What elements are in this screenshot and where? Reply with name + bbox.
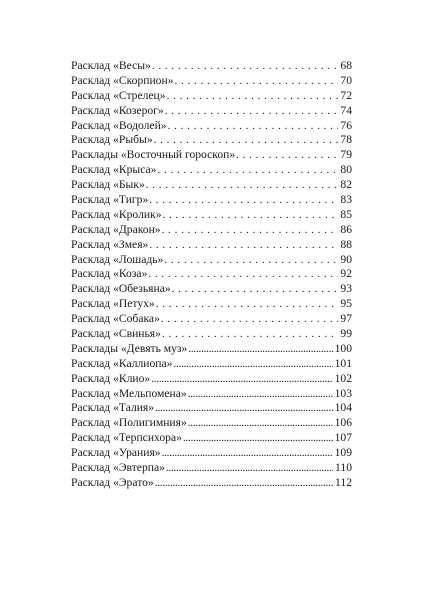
toc-entry-title: Расклад «Мельпомена» — [71, 386, 187, 400]
toc-dot-leader — [162, 223, 339, 238]
toc-entry — [71, 133, 352, 148]
toc-dot-leader — [151, 372, 332, 387]
toc-entry-page-number: 86 — [340, 222, 352, 236]
toc-entry-page-number: 112 — [335, 475, 352, 489]
toc-entry — [71, 476, 352, 491]
toc-entry-page-number: 104 — [334, 401, 352, 415]
toc-dot-leader — [146, 178, 339, 193]
toc-dot-leader — [166, 461, 333, 476]
toc-dot-leader — [148, 267, 338, 282]
toc-entry-title: Расклад «Змея» — [71, 237, 149, 251]
toc-dot-leader — [164, 253, 338, 268]
toc-entry-title: Расклад «Крыса» — [71, 163, 157, 177]
toc-entry-title: Расклады «Восточный гороскоп» — [71, 148, 236, 162]
toc-entry-title: Расклад «Собака» — [71, 312, 160, 326]
toc-entry-title: Расклад «Водолей» — [71, 118, 167, 132]
toc-entry — [71, 59, 352, 74]
toc-entry — [71, 282, 352, 297]
toc-entry — [71, 208, 352, 223]
toc-entry-title: Расклад «Козерог» — [71, 103, 164, 117]
toc-entry — [71, 148, 352, 163]
toc-entry — [71, 312, 352, 327]
toc-dot-leader — [149, 238, 338, 253]
toc-dot-leader — [163, 208, 339, 223]
toc-entry-page-number: 85 — [340, 207, 352, 221]
toc-dot-leader — [188, 416, 333, 431]
toc-entry — [71, 253, 352, 268]
toc-dot-leader — [154, 133, 339, 148]
toc-entry — [71, 119, 352, 134]
toc-entry — [71, 327, 352, 342]
toc-entry-title: Расклад «Бык» — [71, 178, 145, 192]
toc-entry-page-number: 103 — [334, 386, 352, 400]
toc-entry-page-number: 78 — [340, 133, 352, 147]
toc-dot-leader — [172, 282, 339, 297]
toc-entry-page-number: 100 — [334, 341, 352, 355]
toc-entry-title: Расклад «Клио» — [71, 371, 151, 385]
toc-entry — [71, 387, 352, 402]
toc-entry — [71, 401, 352, 416]
toc-entry-page-number: 97 — [340, 312, 352, 326]
toc-entry — [71, 267, 352, 282]
toc-entry-title: Расклад «Петух» — [71, 297, 155, 311]
toc-entry-page-number: 80 — [340, 163, 352, 177]
toc-entry-page-number: 102 — [334, 371, 352, 385]
toc-entry-title: Расклад «Каллиопа» — [71, 356, 173, 370]
toc-dot-leader — [188, 342, 332, 357]
toc-entry — [71, 431, 352, 446]
toc-dot-leader — [165, 104, 339, 119]
toc-entry — [71, 163, 352, 178]
toc-entry — [71, 193, 352, 208]
toc-entry — [71, 342, 352, 357]
toc-entry-page-number: 68 — [340, 59, 352, 72]
toc-entry-page-number: 82 — [340, 178, 352, 192]
toc-entry — [71, 357, 352, 372]
toc-dot-leader — [157, 163, 338, 178]
toc-entry-title: Расклад «Урания» — [71, 446, 161, 460]
toc-entry — [71, 104, 352, 119]
toc-entry-page-number: 76 — [340, 118, 352, 132]
toc-entry-page-number: 106 — [334, 416, 352, 430]
toc-dot-leader — [162, 327, 338, 342]
toc-entry — [71, 416, 352, 431]
toc-dot-leader — [168, 119, 339, 134]
toc-entry — [71, 297, 352, 312]
toc-entry-title: Расклад «Скорпион» — [71, 73, 174, 87]
toc-entry — [71, 461, 352, 476]
toc-dot-leader — [155, 401, 333, 416]
toc-entry — [71, 238, 352, 253]
toc-entry-page-number: 95 — [340, 297, 352, 311]
toc-entry — [71, 89, 352, 104]
toc-entry-page-number: 90 — [340, 252, 352, 266]
toc-entry — [71, 446, 352, 461]
toc-entry-title: Расклад «Полигимния» — [71, 416, 187, 430]
toc-dot-leader — [155, 476, 333, 491]
toc-dot-leader — [149, 193, 338, 208]
toc-dot-leader — [152, 59, 339, 74]
toc-entry-page-number: 79 — [340, 148, 352, 162]
toc-entry-page-number: 83 — [340, 193, 352, 207]
toc-entry — [71, 372, 352, 387]
toc-entry-page-number: 101 — [334, 356, 352, 370]
toc-entry-page-number: 92 — [340, 267, 352, 281]
toc-entry-title: Расклад «Обезьяна» — [71, 282, 171, 296]
toc-entry — [71, 178, 352, 193]
toc-entry-page-number: 110 — [335, 461, 352, 475]
toc-entry-title: Расклад «Кролик» — [71, 207, 162, 221]
toc-entry-title: Расклад «Рыбы» — [71, 133, 153, 147]
toc-entry-page-number: 70 — [340, 73, 352, 87]
toc-dot-leader — [167, 89, 339, 104]
toc-entry-title: Расклад «Лошадь» — [71, 252, 164, 266]
toc-entry-page-number: 109 — [334, 446, 352, 460]
toc-entry — [71, 74, 352, 89]
toc-entry-page-number: 93 — [340, 282, 352, 296]
toc-dot-leader — [162, 446, 333, 461]
toc-entry-title: Расклады «Девять муз» — [71, 341, 188, 355]
toc-entry-page-number: 72 — [340, 88, 352, 102]
toc-entry-page-number: 107 — [334, 431, 352, 445]
toc-dot-leader — [183, 431, 333, 446]
toc-dot-leader — [236, 148, 338, 163]
toc-entry-title: Расклад «Эвтерпа» — [71, 461, 165, 475]
toc-entry-title: Расклад «Дракон» — [71, 222, 161, 236]
toc-entry-page-number: 74 — [340, 103, 352, 117]
toc-entry-title: Расклад «Коза» — [71, 267, 148, 281]
toc-entry-page-number: 99 — [340, 327, 352, 341]
toc-dot-leader — [156, 297, 339, 312]
toc-entry-title: Расклад «Весы» — [71, 59, 151, 72]
toc-entry-title: Расклад «Талия» — [71, 401, 155, 415]
toc-entry-title: Расклад «Свинья» — [71, 327, 161, 341]
toc-dot-leader — [188, 387, 333, 402]
toc-entry — [71, 223, 352, 238]
toc-dot-leader — [173, 357, 332, 372]
toc-entry-title: Расклад «Тигр» — [71, 193, 149, 207]
table-of-contents — [71, 59, 352, 491]
toc-entry-title: Расклад «Эрато» — [71, 475, 154, 489]
toc-dot-leader — [174, 74, 338, 89]
toc-entry-title: Расклад «Стрелец» — [71, 88, 166, 102]
toc-entry-title: Расклад «Терпсихора» — [71, 431, 182, 445]
toc-dot-leader — [161, 312, 339, 327]
toc-entry-page-number: 88 — [340, 237, 352, 251]
